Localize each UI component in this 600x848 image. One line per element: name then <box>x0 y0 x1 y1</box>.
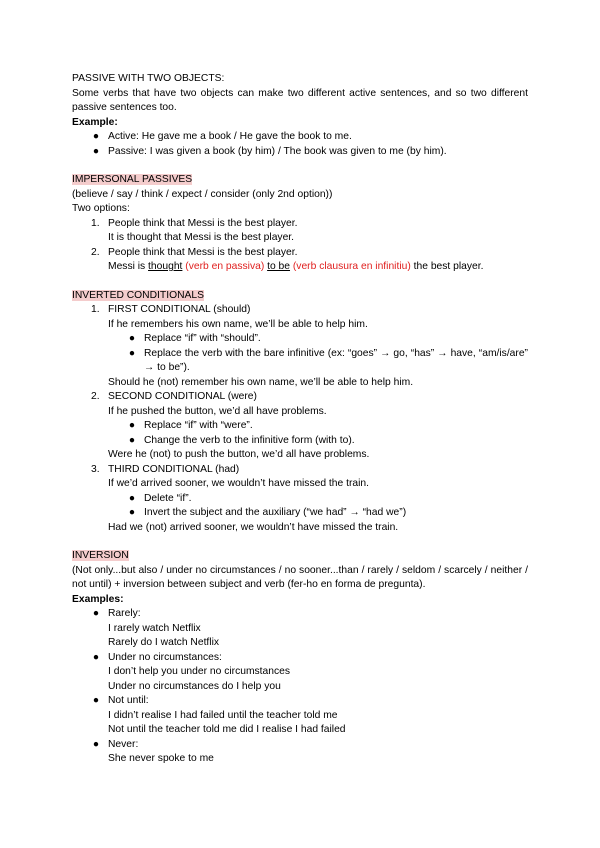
list-item: 3. THIRD CONDITIONAL (had) If we’d arrived sooner, we wouldn’t have missed the train. ● Delete “if”. ● Invert the subject and the auxiliary (“we had” → “had we”) Had we (not) arrived sooner, we wouldn’t have missed the train. <box>72 463 528 536</box>
section-heading: INVERSION <box>72 550 129 561</box>
conditionals-list <box>72 303 528 535</box>
example-list <box>72 130 528 159</box>
bullet-icon: ● <box>92 738 100 750</box>
verbs-list: (believe / say / think / expect / consider (only 2nd option)) <box>72 188 333 200</box>
bullet-icon: ● <box>92 651 100 663</box>
section-heading: PASSIVE WITH TWO OBJECTS: <box>72 73 225 84</box>
bullet-icon: ● <box>128 434 136 446</box>
bullet-icon: ● <box>92 145 100 157</box>
list-item: 1. FIRST CONDITIONAL (should) If he remembers his own name, we’ll be able to help him. ● Replace “if” with “should”. ● Replace the verb with the bare infinitive (ex: “goes” → go, “has” → have, “am/is/are” → to be”). Should he (not) remember his own name, we’ll be able to help him. <box>72 303 528 390</box>
bullet-icon: ● <box>128 492 136 504</box>
list-item: ● Never: She never spoke to me <box>72 738 528 767</box>
example-label: Example: <box>72 116 118 128</box>
list-item: ● Change the verb to the infinitive form (with to). <box>72 434 528 449</box>
list-item: ● Delete “if”. <box>72 492 528 507</box>
list-item: 2. People think that Messi is the best player. Messi is thought (verb en passiva) to be (verb clausura en infinitiu) the best player. <box>72 246 528 275</box>
annotated-sentence: Messi is thought (verb en passiva) to be (verb clausura en infinitiu) the best player. <box>108 261 484 272</box>
rules-list <box>72 492 528 521</box>
bullet-icon: ● <box>92 608 100 619</box>
bullet-icon: ● <box>128 507 136 518</box>
section-inversion <box>72 549 528 767</box>
section-impersonal-passives <box>72 173 528 275</box>
bullet-icon: ● <box>92 131 100 142</box>
list-item: ● Under no circumstances: I don’t help you under no circumstances Under no circumstances do I help you <box>72 651 528 695</box>
section-heading: INVERTED CONDITIONALS <box>72 289 204 301</box>
options-list <box>72 217 528 275</box>
list-item: ● Replace the verb with the bare infinitive (ex: “goes” → go, “has” → have, “am/is/are” → to be”). <box>72 347 528 376</box>
bullet-icon: ● <box>128 420 136 431</box>
document-content <box>72 72 528 767</box>
list-item: ● Passive: I was given a book (by him) / The book was given to me (by him). <box>72 145 528 160</box>
bullet-icon: ● <box>128 347 136 359</box>
list-item: ● Replace “if” with “should”. <box>72 332 528 347</box>
list-item: 1. People think that Messi is the best player. It is thought that Messi is the best player. <box>91 217 298 243</box>
examples-label: Examples: <box>72 593 124 605</box>
list-item: ● Invert the subject and the auxiliary (“we had” → “had we”) <box>72 506 528 521</box>
section-heading: IMPERSONAL PASSIVES <box>72 174 193 185</box>
list-item: 2. SECOND CONDITIONAL (were) If he pushed the button, we’d all have problems. ● Replace “if” with “were”. ● Change the verb to the infinitive form (with to). Were he (not) to push the button, we’d all have problems. <box>72 390 528 463</box>
list-item: ● Replace “if” with “were”. <box>72 419 528 434</box>
list-item: ● Not until: I didn’t realise I had failed until the teacher told me Not until the teacher told me did I realise I had failed <box>72 694 528 738</box>
rules-list <box>72 332 528 376</box>
list-item: ● Active: He gave me a book / He gave the book to me. <box>72 130 528 145</box>
examples-list <box>72 607 528 767</box>
section-passive-two-objects <box>72 72 528 159</box>
options-label: Two options: <box>72 203 130 214</box>
intro-paragraph: (Not only...but also / under no circumstances / no sooner...than / rarely / seldom / scarcely / neither / not until) + inversion between subject and verb (fer-ho en forma de pregunta). <box>72 564 528 590</box>
intro-paragraph: Some verbs that have two objects can make two different active sentences, and so two different passive sentences too. <box>72 87 528 113</box>
bullet-icon: ● <box>92 695 100 706</box>
rules-list <box>72 419 528 448</box>
section-inverted-conditionals <box>72 289 528 536</box>
bullet-icon: ● <box>128 333 136 344</box>
list-item: ● Rarely: I rarely watch Netflix Rarely do I watch Netflix <box>72 607 528 651</box>
